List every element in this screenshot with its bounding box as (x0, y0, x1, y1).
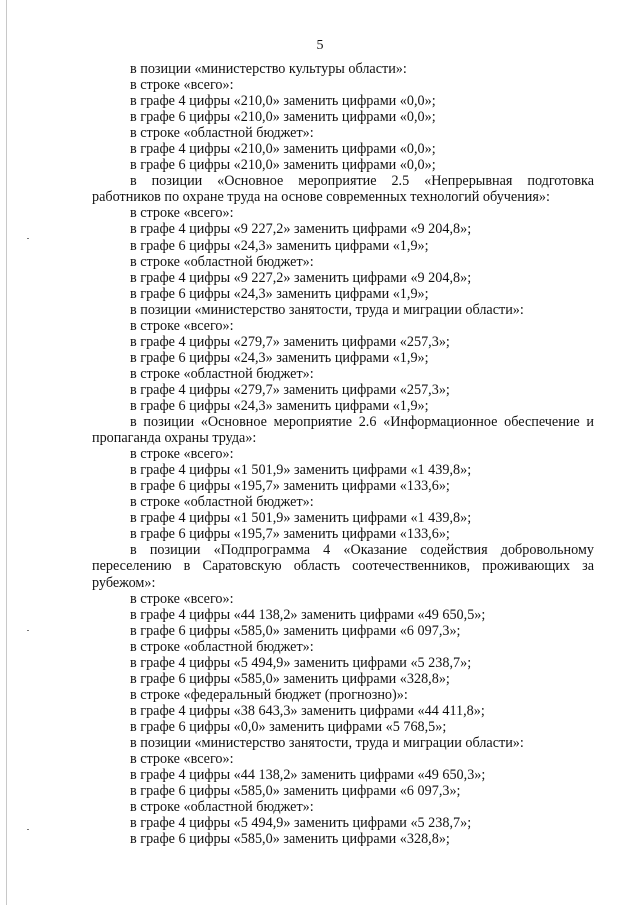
text-line: в графе 4 цифры «44 138,2» заменить цифрами «49 650,5»; (130, 606, 486, 623)
text-line: в строке «областной бюджет»: (130, 365, 314, 382)
text-line: в графе 4 цифры «5 494,9» заменить цифрами «5 238,7»; (130, 654, 472, 671)
text-line: в строке «областной бюджет»: (130, 125, 314, 142)
text-line: в графе 6 цифры «585,0» заменить цифрами «6 097,3»; (130, 783, 461, 800)
text-line: в графе 6 цифры «210,0» заменить цифрами «0,0»; (130, 109, 436, 126)
text-line: в графе 4 цифры «5 494,9» заменить цифрами «5 238,7»; (130, 815, 472, 832)
text-line: в графе 6 цифры «195,7» заменить цифрами «133,6»; (130, 526, 450, 543)
text-line: в строке «всего»: (130, 205, 234, 222)
text-paragraph: в позиции «Подпрограмма 4 «Оказание содействия добровольному переселению в Саратовскую область соотечественников, проживающих за рубежом»: (92, 542, 594, 591)
text-line: в графе 6 цифры «24,3» заменить цифрами «1,9»; (130, 397, 429, 414)
text-line: в строке «всего»: (130, 77, 234, 94)
text-line: в строке «всего»: (130, 590, 234, 607)
text-line: в графе 6 цифры «24,3» заменить цифрами «1,9»; (130, 285, 429, 302)
text-line: в графе 6 цифры «0,0» заменить цифрами «5 768,5»; (130, 718, 447, 735)
text-line: в строке «областной бюджет»: (130, 494, 314, 511)
text-line: в позиции «министерство занятости, труда и миграции области»: (130, 734, 524, 751)
text-line: в графе 6 цифры «24,3» заменить цифрами «1,9»; (130, 349, 429, 366)
text-line: в строке «федеральный бюджет (прогнозно)»: (130, 686, 408, 703)
text-line: в строке «областной бюджет»: (130, 799, 314, 816)
text-line: в графе 6 цифры «210,0» заменить цифрами «0,0»; (130, 157, 436, 174)
text-line: в позиции «министерство занятости, труда и миграции области»: (130, 301, 524, 318)
text-line: в графе 4 цифры «279,7» заменить цифрами «257,3»; (130, 333, 450, 350)
text-line: в строке «областной бюджет»: (130, 253, 314, 270)
text-line: в графе 4 цифры «279,7» заменить цифрами «257,3»; (130, 381, 450, 398)
text-line: в графе 6 цифры «585,0» заменить цифрами «6 097,3»; (130, 622, 461, 639)
text-line: в строке «всего»: (130, 317, 234, 334)
scan-speck (27, 829, 29, 830)
text-line: в графе 4 цифры «210,0» заменить цифрами «0,0»; (130, 93, 436, 110)
text-line: в позиции «министерство культуры области»: (130, 61, 407, 77)
text-paragraph: в позиции «Основное мероприятие 2.5 «Непрерывная подготовка работников по охране труда на основе современных технологий обучения»: (92, 173, 594, 206)
text-line: в графе 6 цифры «585,0» заменить цифрами «328,8»; (130, 831, 450, 848)
text-line: в строке «всего»: (130, 446, 234, 463)
scan-speck (27, 630, 29, 631)
text-paragraph: в позиции «Основное мероприятие 2.6 «Информационное обеспечение и пропаганда охраны труда»: (92, 414, 594, 447)
text-line: в графе 6 цифры «195,7» заменить цифрами «133,6»; (130, 478, 450, 495)
scan-speck (27, 238, 29, 239)
text-line: в графе 4 цифры «44 138,2» заменить цифрами «49 650,3»; (130, 767, 486, 784)
text-line: в графе 6 цифры «24,3» заменить цифрами «1,9»; (130, 237, 429, 254)
text-line: в графе 4 цифры «38 643,3» заменить цифрами «44 411,8»; (130, 702, 485, 719)
text-line: в графе 6 цифры «585,0» заменить цифрами «328,8»; (130, 670, 450, 687)
text-line: в графе 4 цифры «1 501,9» заменить цифрами «1 439,8»; (130, 510, 472, 527)
text-line: в строке «всего»: (130, 751, 234, 768)
text-line: в графе 4 цифры «1 501,9» заменить цифрами «1 439,8»; (130, 462, 472, 479)
page-number: 5 (316, 38, 324, 53)
text-line: в строке «областной бюджет»: (130, 638, 314, 655)
document-body (92, 61, 594, 847)
text-line: в графе 4 цифры «9 227,2» заменить цифрами «9 204,8»; (130, 269, 472, 286)
text-line: в графе 4 цифры «210,0» заменить цифрами «0,0»; (130, 141, 436, 158)
text-line: в графе 4 цифры «9 227,2» заменить цифрами «9 204,8»; (130, 221, 472, 238)
scan-edge-line (6, 0, 7, 905)
